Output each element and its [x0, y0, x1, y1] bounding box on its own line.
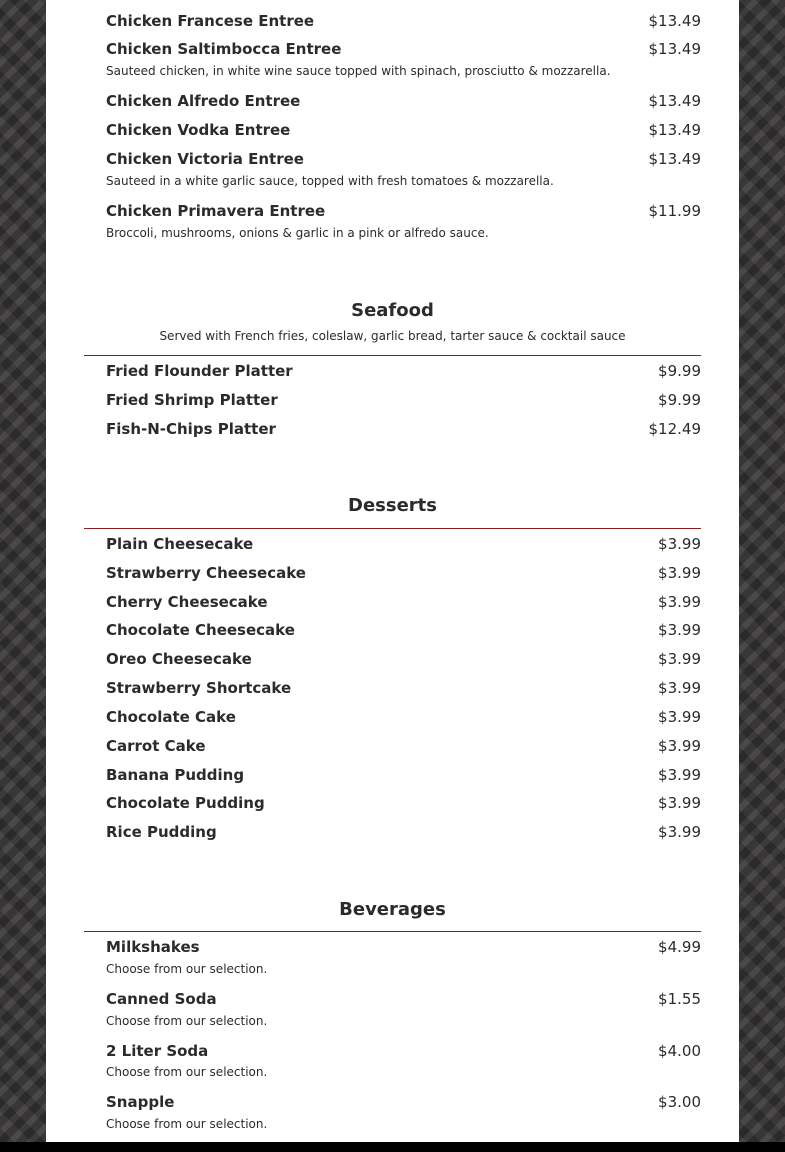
item-name: Snapple — [106, 1093, 175, 1111]
item-price: $1.55 — [658, 990, 701, 1008]
item-name: Chocolate Pudding — [106, 794, 265, 812]
section-divider — [84, 355, 701, 356]
item-price: $4.00 — [658, 1042, 701, 1060]
item-description: Choose from our selection. — [106, 1065, 268, 1079]
item-price: $13.49 — [648, 12, 701, 30]
item-name: 2 Liter Soda — [106, 1042, 209, 1060]
item-name: Rice Pudding — [106, 823, 217, 841]
item-name: Plain Cheesecake — [106, 535, 254, 553]
item-name: Chocolate Cheesecake — [106, 621, 295, 639]
item-price: $13.49 — [648, 40, 701, 58]
item-name: Chicken Alfredo Entree — [106, 92, 301, 110]
item-name: Chicken Primavera Entree — [106, 202, 326, 220]
item-description: Choose from our selection. — [106, 1014, 268, 1028]
bottom-bar — [0, 1142, 785, 1152]
item-name: Canned Soda — [106, 990, 217, 1008]
item-name: Strawberry Shortcake — [106, 679, 292, 697]
item-name: Milkshakes — [106, 938, 200, 956]
item-price: $13.49 — [648, 150, 701, 168]
item-price: $13.49 — [648, 92, 701, 110]
section-divider — [84, 931, 701, 932]
section-divider — [84, 528, 701, 529]
item-price: $3.99 — [658, 564, 701, 582]
section-title-beverages: Beverages — [339, 899, 446, 920]
item-price: $3.99 — [658, 737, 701, 755]
item-name: Chicken Vodka Entree — [106, 121, 291, 139]
item-name: Cherry Cheesecake — [106, 593, 268, 611]
item-name: Banana Pudding — [106, 766, 245, 784]
item-description: Sauteed chicken, in white wine sauce topped with spinach, prosciutto & mozzarella. — [106, 64, 611, 78]
item-price: $3.99 — [658, 593, 701, 611]
item-description: Choose from our selection. — [106, 962, 268, 976]
item-name: Fish-N-Chips Platter — [106, 420, 276, 438]
item-name: Chicken Victoria Entree — [106, 150, 304, 168]
item-price: $3.99 — [658, 621, 701, 639]
item-price: $11.99 — [648, 202, 701, 220]
item-price: $12.49 — [648, 420, 701, 438]
item-price: $3.99 — [658, 708, 701, 726]
item-price: $3.99 — [658, 766, 701, 784]
item-price: $3.99 — [658, 679, 701, 697]
item-name: Fried Shrimp Platter — [106, 391, 278, 409]
item-price: $13.49 — [648, 121, 701, 139]
item-price: $3.99 — [658, 823, 701, 841]
item-price: $3.99 — [658, 794, 701, 812]
item-price: $3.00 — [658, 1093, 701, 1111]
section-title-desserts: Desserts — [348, 495, 437, 516]
item-name: Strawberry Cheesecake — [106, 564, 306, 582]
item-price: $4.99 — [658, 938, 701, 956]
item-price: $9.99 — [658, 362, 701, 380]
item-price: $3.99 — [658, 650, 701, 668]
menu-panel — [46, 0, 739, 1142]
item-name: Chicken Saltimbocca Entree — [106, 40, 342, 58]
item-description: Broccoli, mushrooms, onions & garlic in a pink or alfredo sauce. — [106, 226, 489, 240]
item-price: $9.99 — [658, 391, 701, 409]
item-name: Chicken Francese Entree — [106, 12, 315, 30]
item-name: Carrot Cake — [106, 737, 206, 755]
item-price: $3.99 — [658, 535, 701, 553]
item-name: Fried Flounder Platter — [106, 362, 293, 380]
item-name: Oreo Cheesecake — [106, 650, 252, 668]
item-name: Chocolate Cake — [106, 708, 236, 726]
section-subtitle-seafood: Served with French fries, coleslaw, garlic bread, tarter sauce & cocktail sauce — [159, 329, 626, 343]
item-description: Choose from our selection. — [106, 1117, 268, 1131]
section-title-seafood: Seafood — [351, 300, 434, 321]
item-description: Sauteed in a white garlic sauce, topped with fresh tomatoes & mozzarella. — [106, 174, 554, 188]
